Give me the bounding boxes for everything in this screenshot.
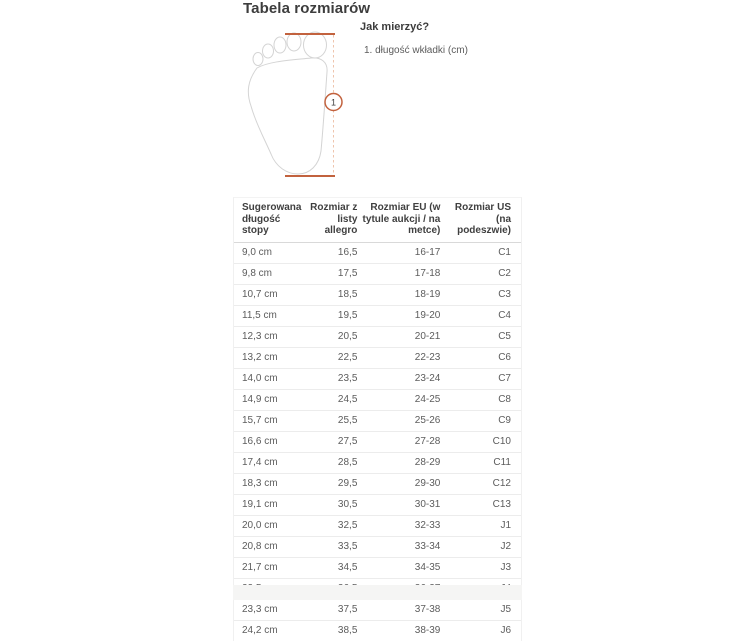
table-cell: C13 — [446, 494, 521, 515]
table-row — [234, 431, 521, 452]
table-cell: 28-29 — [357, 452, 446, 473]
table-row — [234, 515, 521, 536]
table-cell: C1 — [446, 242, 521, 263]
table-cell: 18,3 cm — [234, 473, 303, 494]
table-cell: 17,4 cm — [234, 452, 303, 473]
size-table-grid — [234, 198, 521, 641]
table-cell: 17-18 — [357, 263, 446, 284]
table-cell: 16,5 — [303, 242, 358, 263]
table-row — [234, 368, 521, 389]
table-cell: C3 — [446, 284, 521, 305]
table-cell: 30,5 — [303, 494, 358, 515]
table-cell: C5 — [446, 326, 521, 347]
table-cell: C11 — [446, 452, 521, 473]
table-row — [234, 410, 521, 431]
page-title: Tabela rozmiarów — [243, 0, 371, 17]
col-header-allegro-size: Rozmiar z listy allegro — [303, 198, 358, 242]
table-cell: 24-25 — [357, 389, 446, 410]
table-row — [234, 347, 521, 368]
table-row — [234, 389, 521, 410]
table-row — [234, 494, 521, 515]
table-cell: C12 — [446, 473, 521, 494]
table-cell: 20,5 — [303, 326, 358, 347]
table-row — [234, 599, 521, 620]
size-chart-content — [233, 0, 522, 636]
table-cell: 27-28 — [357, 431, 446, 452]
table-cell: 29,5 — [303, 473, 358, 494]
table-cell: 38,5 — [337, 624, 358, 636]
table-cell: 18,5 — [303, 284, 358, 305]
table-cell: 34,5 — [303, 557, 358, 578]
table-row — [234, 620, 521, 641]
table-cell: 12,3 cm — [234, 326, 303, 347]
how-to-measure-heading: Jak mierzyć? — [360, 21, 430, 33]
table-cell: C10 — [446, 431, 521, 452]
col-header-us-size: Rozmiar US (na podeszwie) — [446, 198, 521, 242]
table-cell: 15,7 cm — [234, 410, 303, 431]
table-cell: 20,8 cm — [234, 536, 303, 557]
col-header-foot-length: Sugerowana długość stopy — [234, 198, 303, 242]
table-cell: 29-30 — [357, 473, 446, 494]
table-cell: 33-34 — [357, 536, 446, 557]
table-cell: C6 — [446, 347, 521, 368]
table-cell: J6 — [500, 624, 511, 636]
table-cell: 32-33 — [357, 515, 446, 536]
table-cell: 19,1 cm — [234, 494, 303, 515]
table-cell: 24,5 — [303, 389, 358, 410]
table-cell: 27,5 — [303, 431, 358, 452]
table-cell: J2 — [446, 536, 521, 557]
table-cell: 19-20 — [357, 305, 446, 326]
table-cell: C4 — [446, 305, 521, 326]
table-cell: 16,6 cm — [234, 431, 303, 452]
table-row — [234, 263, 521, 284]
table-cell: 25-26 — [357, 410, 446, 431]
table-cell: C2 — [446, 263, 521, 284]
header-row — [234, 198, 521, 242]
table-cell: 14,0 cm — [234, 368, 303, 389]
table-cell: J3 — [446, 557, 521, 578]
table-cell: 9,0 cm — [234, 242, 303, 263]
foot-outline-icon — [243, 30, 355, 182]
table-cell: J5 — [446, 599, 521, 620]
table-cell: 17,5 — [303, 263, 358, 284]
table-cell: 11,5 cm — [234, 305, 303, 326]
table-cell: 28,5 — [303, 452, 358, 473]
table-cell: 33,5 — [303, 536, 358, 557]
table-row — [234, 452, 521, 473]
measure-marker-number: 1 — [330, 97, 337, 108]
table-cell: C7 — [446, 368, 521, 389]
size-table-body — [234, 242, 521, 641]
table-cell: 18-19 — [357, 284, 446, 305]
table-row — [234, 305, 521, 326]
table-row — [234, 326, 521, 347]
table-cell: 22-23 — [357, 347, 446, 368]
table-cell: 23,3 cm — [234, 599, 303, 620]
table-cell: 34-35 — [357, 557, 446, 578]
table-cell: 30-31 — [357, 494, 446, 515]
table-cell: 20-21 — [357, 326, 446, 347]
table-cell: J1 — [446, 515, 521, 536]
table-row — [234, 557, 521, 578]
size-table — [233, 197, 522, 641]
table-cell: 20,0 cm — [234, 515, 303, 536]
col-header-eu-size: Rozmiar EU (w tytule aukcji / na metce) — [357, 198, 446, 242]
table-row — [234, 284, 521, 305]
table-cell: 9,8 cm — [234, 263, 303, 284]
table-cell: 37-38 — [357, 599, 446, 620]
table-cell: 19,5 — [303, 305, 358, 326]
measure-instruction: 1. długość wkładki (cm) — [364, 45, 468, 56]
table-cell: C9 — [446, 410, 521, 431]
table-cell: 14,9 cm — [234, 389, 303, 410]
table-cell: C8 — [446, 389, 521, 410]
table-row — [234, 473, 521, 494]
table-cell: 22,5 — [303, 347, 358, 368]
table-cell: 24,2 cm — [242, 624, 278, 636]
table-cell: 38-39 — [414, 624, 441, 636]
next-section-divider — [233, 585, 522, 600]
foot-shape — [248, 32, 327, 174]
table-row — [234, 536, 521, 557]
table-cell: 21,7 cm — [234, 557, 303, 578]
table-cell: 37,5 — [303, 599, 358, 620]
table-cell: 32,5 — [303, 515, 358, 536]
table-cell: 16-17 — [357, 242, 446, 263]
table-cell: 13,2 cm — [234, 347, 303, 368]
table-cell: 10,7 cm — [234, 284, 303, 305]
table-cell: 23-24 — [357, 368, 446, 389]
table-cell: 25,5 — [303, 410, 358, 431]
table-cell: 23,5 — [303, 368, 358, 389]
size-table-header — [234, 198, 521, 242]
table-row — [234, 242, 521, 263]
